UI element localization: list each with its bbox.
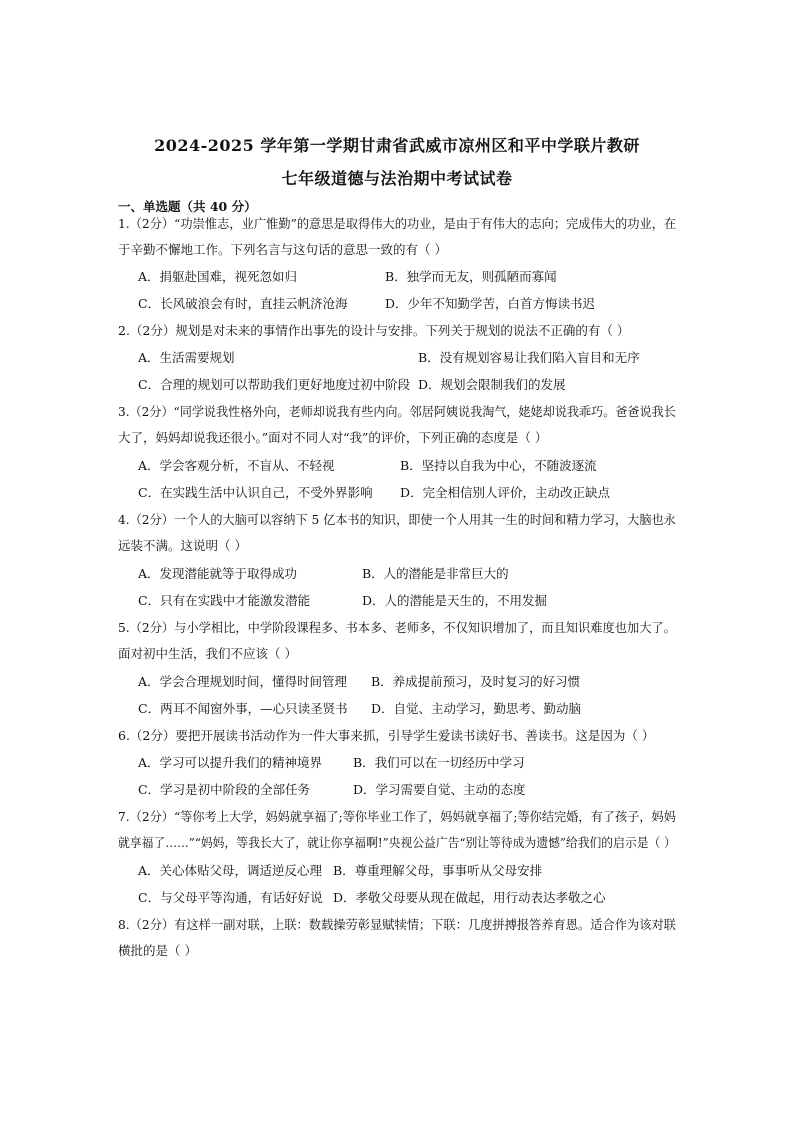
question-6-option-d: D．学习需要自觉、主动的态度 bbox=[353, 782, 526, 797]
question-8-stem-line-2: 横批的是（ ） bbox=[118, 943, 197, 958]
question-4-option-a: A．发现潜能就等于取得成功 bbox=[138, 566, 298, 581]
question-7-stem-line-1: 7.（2分）“等你考上大学，妈妈就享福了;等你毕业工作了，妈妈就享福了;等你结完婚，有了孩子，妈妈 bbox=[118, 809, 676, 824]
exam-title-line2: 七年级道德与法治期中考试试卷 bbox=[281, 169, 513, 188]
question-6-stem-line-1: 6.（2分）要把开展读书活动作为一件大事来抓，引导学生爱读书读好书、善读书。这是因为（ ） bbox=[118, 728, 655, 743]
question-4-option-c: C．只有在实践中才能激发潜能 bbox=[138, 593, 311, 608]
question-5-option-a: A．学会合理规划时间，懂得时间管理 bbox=[138, 674, 348, 689]
question-6-option-b: B．我们可以在一切经历中学习 bbox=[353, 755, 525, 770]
question-3-option-b: B．坚持以自我为中心，不随波逐流 bbox=[400, 458, 597, 473]
question-1-option-d: D．少年不知勤学苦，白首方悔读书迟 bbox=[385, 296, 596, 311]
question-5-stem-line-1: 5.（2分）与小学相比，中学阶段课程多、书本多、老师多，不仅知识增加了，而且知识难度也加大了。 bbox=[118, 620, 676, 635]
question-1-option-b: B．独学而无友，则孤陋而寡闻 bbox=[385, 269, 557, 284]
question-2-option-c: C．合理的规划可以帮助我们更好地度过初中阶段 bbox=[138, 377, 411, 392]
question-7-option-d: D．孝敬父母要从现在做起，用行动表达孝敬之心 bbox=[333, 890, 606, 905]
question-1-option-c: C．长风破浪会有时，直挂云帆济沧海 bbox=[138, 296, 348, 311]
question-7-stem-line-2: 就享福了……”“妈妈，等我长大了，就让你享福啊!”央视公益广告“别让等待成为遗憾”给我们的启示是（ ） bbox=[118, 835, 676, 850]
question-5-option-b: B．养成提前预习，及时复习的好习惯 bbox=[371, 674, 581, 689]
question-4-stem-line-1: 4.（2分）一个人的大脑可以容纳下 5 亿本书的知识，即使一个人用其一生的时间和精力学习，大脑也永 bbox=[118, 512, 676, 527]
question-3-option-a: A．学会客观分析，不盲从、不轻视 bbox=[138, 458, 335, 473]
question-7-option-a: A．关心体贴父母，调适逆反心理 bbox=[138, 863, 323, 878]
question-8-stem-line-1: 8.（2分）有这样一副对联，上联：数载操劳彰显赋犊情；下联：几度拼搏报答养育恩。适合作为该对联 bbox=[118, 917, 676, 932]
section-heading: 一、单选题（共 40 分） bbox=[118, 199, 257, 214]
question-3-stem-line-2: 大了，妈妈却说我还很小。”面对不同人对“我”的评价，下列正确的态度是（ ） bbox=[118, 430, 548, 445]
question-5-option-d: D．自觉、主动学习，勤思考、勤动脑 bbox=[371, 701, 582, 716]
question-2-option-a: A．生活需要规划 bbox=[138, 350, 235, 365]
question-6-option-c: C．学习是初中阶段的全部任务 bbox=[138, 782, 311, 797]
question-7-option-c: C．与父母平等沟通，有话好好说 bbox=[138, 890, 323, 905]
question-5-option-c: C．两耳不闻窗外事，—心只读圣贤书 bbox=[138, 701, 348, 716]
question-4-option-b: B．人的潜能是非常巨大的 bbox=[362, 566, 509, 581]
question-1-option-a: A．捐躯赴国难，视死忽如归 bbox=[138, 269, 298, 284]
question-3-stem-line-1: 3.（2分）“同学说我性格外向，老师却说我有些内向。邻居阿姨说我淘气，姥姥却说我乖巧。爸爸说我长 bbox=[118, 404, 676, 419]
question-1-stem-line-2: 于辛勤不懈地工作。下列名言与这句话的意思一致的有（ ） bbox=[118, 242, 447, 257]
question-2-option-b: B．没有规划容易让我们陷入盲目和无序 bbox=[418, 350, 640, 365]
question-4-option-d: D．人的潜能是天生的，不用发掘 bbox=[362, 593, 548, 608]
question-2-option-d: D．规划会限制我们的发展 bbox=[418, 377, 566, 392]
question-3-option-d: D．完全相信别人评价，主动改正缺点 bbox=[400, 485, 611, 500]
question-7-option-b: B．尊重理解父母，事事听从父母安排 bbox=[333, 863, 543, 878]
question-1-stem-line-1: 1.（2分）“功崇惟志，业广惟勤”的意思是取得伟大的功业，是由于有伟大的志向；完成伟大的功业，在 bbox=[118, 216, 677, 231]
question-2-stem-line-1: 2.（2分）规划是对未来的事情作出事先的设计与安排。下列关于规划的说法不正确的有（ ） bbox=[118, 323, 630, 338]
exam-title-line1: 2024-2025 学年第一学期甘肃省武威市凉州区和平中学联片教研 bbox=[154, 136, 640, 155]
question-6-option-a: A．学习可以提升我们的精神境界 bbox=[138, 755, 323, 770]
question-3-option-c: C．在实践生活中认识自己，不受外界影响 bbox=[138, 485, 373, 500]
question-5-stem-line-2: 面对初中生活，我们不应该（ ） bbox=[118, 646, 297, 661]
question-4-stem-line-2: 远装不满。这说明（ ） bbox=[118, 538, 247, 553]
